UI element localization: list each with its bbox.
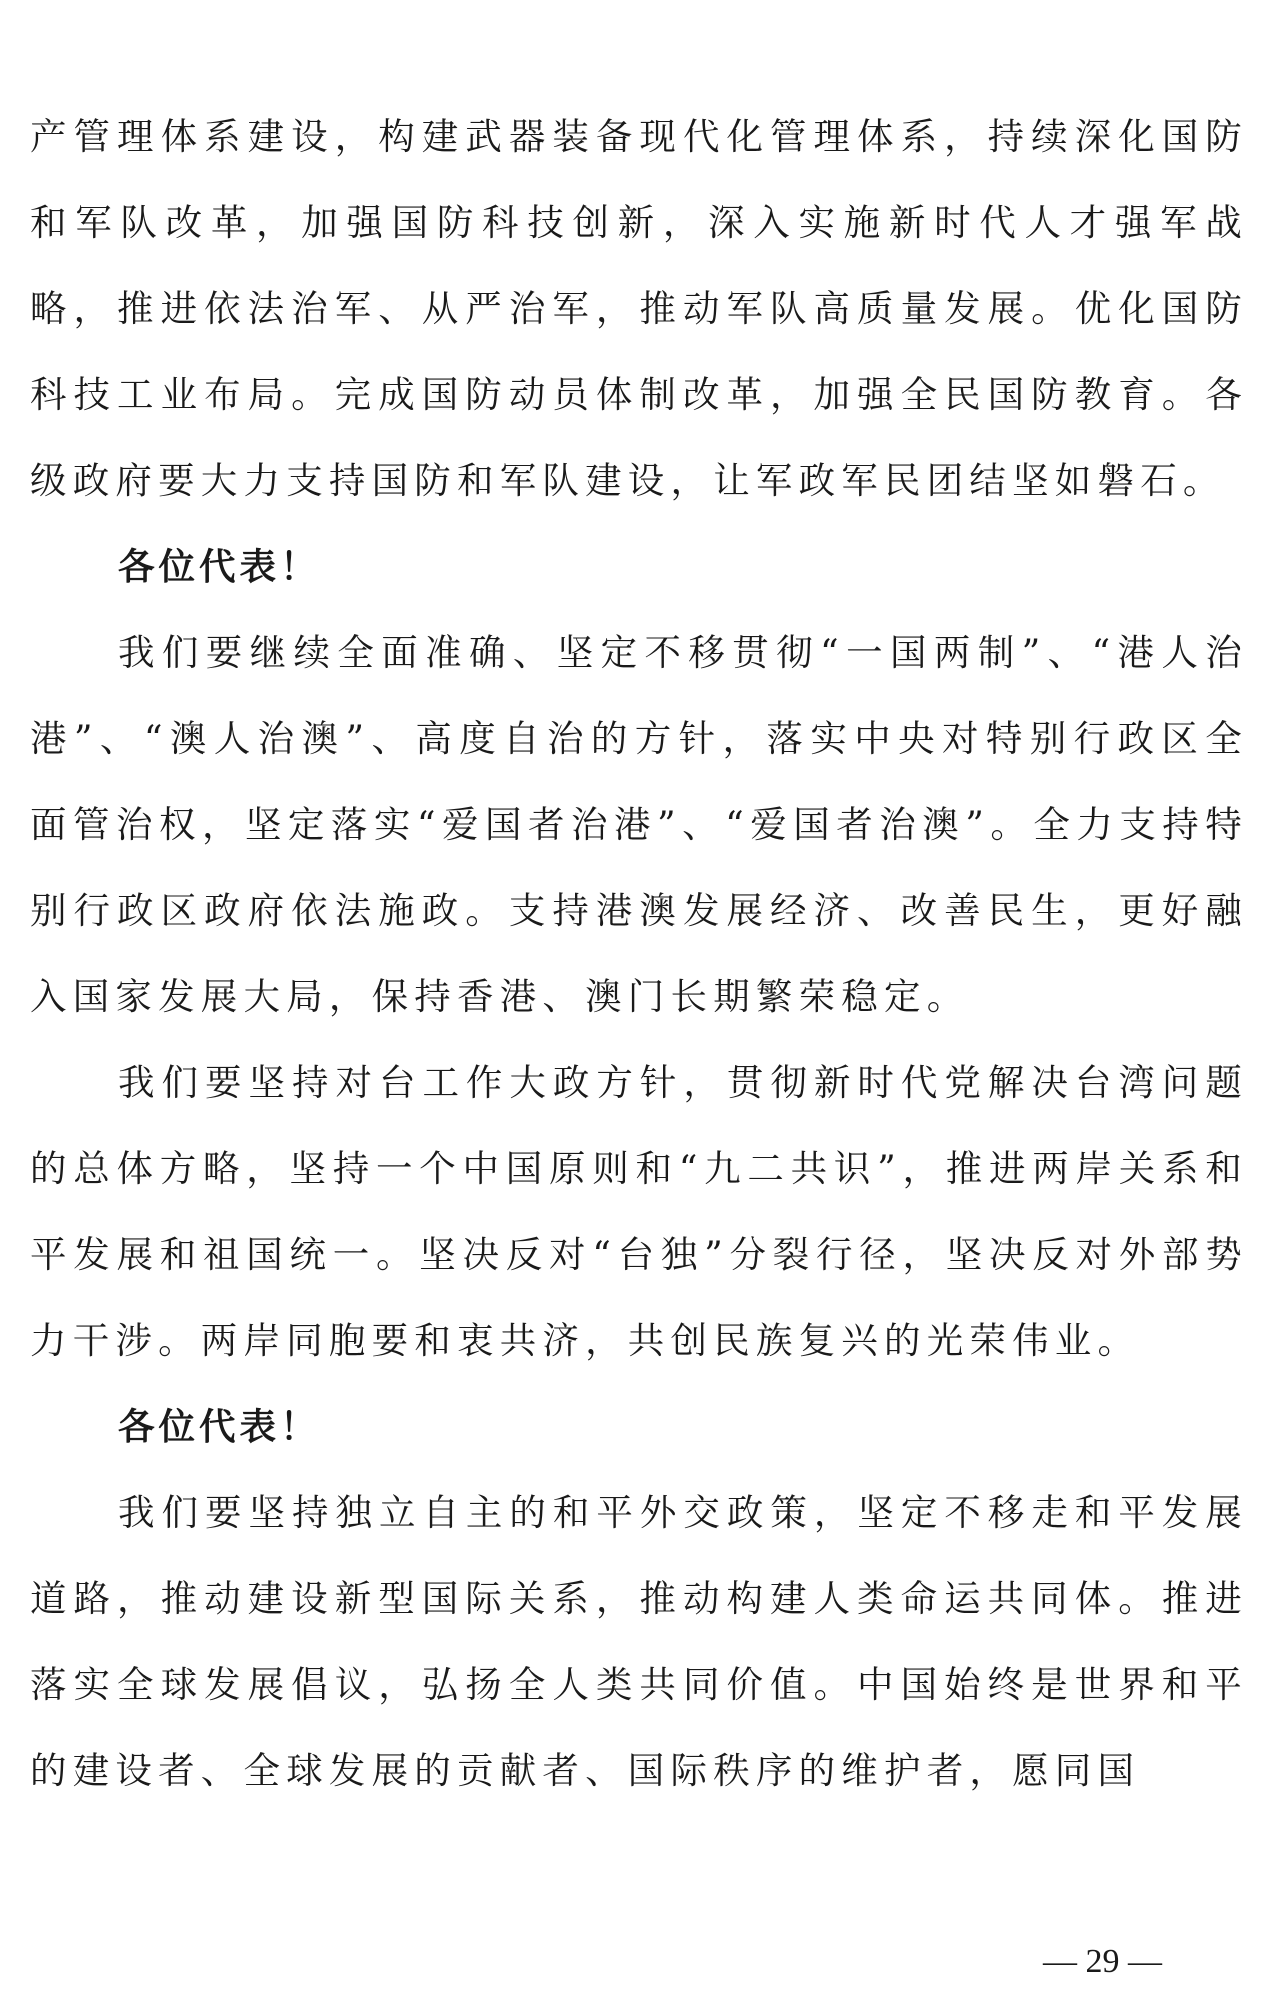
page-number: — 29 —	[1043, 1943, 1162, 1980]
paragraph-taiwan: 我们要坚持对台工作大政方针，贯彻新时代党解决台湾问题的总体方略，坚持一个中国原则和“九二共识”，推进两岸关系和平发展和祖国统一。坚决反对“台独”分裂行径，坚决反对外部势力干涉。两岸同胞要和衷共济，共创民族复兴的光荣伟业。	[30, 1061, 1248, 1362]
paragraph-continuation: 产管理体系建设，构建武器装备现代化管理体系，持续深化国防和军队改革，加强国防科技创新，深入实施新时代人才强军战略，推进依法治军、从严治军，推动军队高质量发展。优化国防科技工业布局。完成国防动员体制改革，加强全民国防教育。各级政府要大力支持国防和军队建设，让军政军民团结坚如磐石。	[30, 115, 1248, 502]
paragraph-foreign-policy: 我们要坚持独立自主的和平外交政策，坚定不移走和平发展道路，推动建设新型国际关系，推动构建人类命运共同体。推进落实全球发展倡议，弘扬全人类共同价值。中国始终是世界和平的建设者、全球发展的贡献者、国际秩序的维护者，愿同国	[30, 1491, 1248, 1792]
section-heading: 各位代表！	[118, 1405, 321, 1448]
body-text	[30, 94, 1248, 1814]
section-heading: 各位代表！	[118, 545, 321, 588]
paragraph-hong-kong-macao: 我们要继续全面准确、坚定不移贯彻“一国两制”、“港人治港”、“澳人治澳”、高度自治的方针，落实中央对特别行政区全面管治权，坚定落实“爱国者治港”、“爱国者治澳”。全力支持特别行政区政府依法施政。支持港澳发展经济、改善民生，更好融入国家发展大局，保持香港、澳门长期繁荣稳定。	[30, 631, 1248, 1018]
